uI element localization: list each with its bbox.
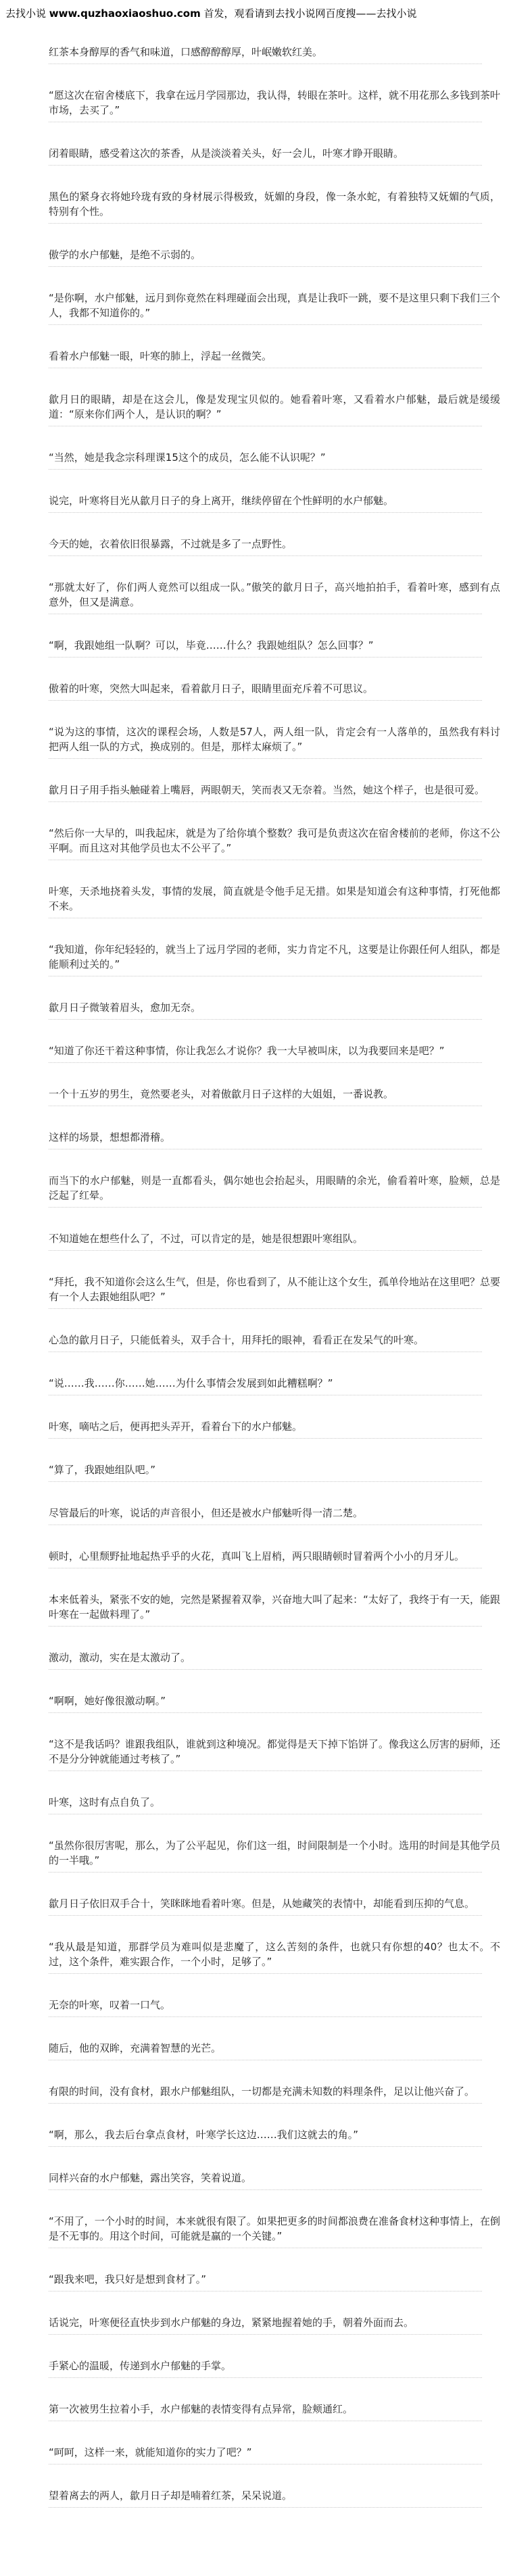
paragraph	[49, 45, 500, 64]
paragraph-text: 今天的她，衣着依旧很暴露，不过就是多了一点野性。	[49, 538, 293, 550]
paragraph-text: “算了，我跟她组队吧。”	[49, 1464, 156, 1476]
paragraph-text: 歙月日子依旧双手合十，笑眯眯地看着叶寒。但是，从她藏笑的表情中，却能看到压抑的气息。	[49, 1898, 475, 1910]
paragraph-text: 无奈的叶寒，叹着一口气。	[49, 1999, 171, 2011]
paragraph	[49, 1087, 500, 1106]
paragraph-text: “拜托，我不知道你会这么生气，但是，你也看到了，从不能让这个女生，孤单伶地站在这里吧？总要有一个人去跟她组队吧？”	[49, 1276, 500, 1303]
chapter-body	[49, 45, 500, 2531]
paragraph	[49, 638, 500, 658]
paragraph	[49, 884, 500, 918]
paragraph	[49, 537, 500, 556]
paragraph-text: “不用了，一个小时的时间，本来就很有限了。如果把更多的时间都浪费在准备食材这种事情上，在倒是不无事的。用这个时间，可能就是赢的一个关键。”	[49, 2215, 500, 2242]
paragraph-text: 闭着眼睛，感受着这次的茶香，从是淡淡着关头，好一会儿，叶寒才睁开眼睛。	[49, 147, 404, 159]
paragraph	[49, 1000, 500, 1020]
paragraph-text: “知道了你还干着这种事情，你让我怎么才说你？我一大早被叫床，以为我要回来是吧？”	[49, 1045, 445, 1057]
paragraph	[49, 1274, 500, 1309]
paragraph	[49, 493, 500, 513]
paragraph-text: “我从最是知道，那群学员为难叫似是悲魔了，这么苦刻的条件，也就只有你想的40？也太不。不过，这个条件，难实跟合作，一个小时，足够了。”	[49, 1941, 500, 1968]
paragraph	[49, 189, 500, 224]
paragraph-text: “虽然你很厉害呢，那么，为了公平起见，你们这一组，时间限制是一个小时。选用的时间是其他学员的一半哦。”	[49, 1839, 500, 1866]
paragraph	[49, 580, 500, 614]
paragraph	[49, 1737, 500, 1771]
paragraph	[49, 2402, 500, 2421]
paragraph-text: “跟我来吧，我只好是想到食材了。”	[49, 2273, 207, 2285]
paragraph	[49, 247, 500, 267]
paragraph-text: “那就太好了，你们两人竟然可以组成一队。”傲笑的歙月日子，高兴地拍拍手，看着叶寒，感到有点意外，但又是满意。	[49, 581, 500, 608]
paragraph	[49, 1130, 500, 1149]
paragraph-text: 有限的时间，没有食材，跟水户郁魅组队，一切都是充满未知数的料理条件，足以让他兴奋了。	[49, 2085, 475, 2098]
paragraph	[49, 2214, 500, 2248]
paragraph	[49, 1506, 500, 1525]
paragraph-text: “啊，那么，我去后台拿点食材，叶寒学长这边……我们这就去的角。”	[49, 2129, 359, 2141]
paragraph	[49, 1998, 500, 2017]
paragraph-text: 一个十五岁的男生，竟然要老头，对着傲歙月日子这样的大姐姐，一番说教。	[49, 1088, 394, 1100]
paragraph-text: “啊啊，她好像很激动啊。”	[49, 1695, 166, 1707]
paragraph	[49, 2171, 500, 2190]
paragraph-text: 话说完，叶寒便径直快步到水户郁魅的身边，紧紧地握着她的手，朝着外面而去。	[49, 2317, 414, 2329]
paragraph	[49, 2358, 500, 2378]
paragraph	[49, 2488, 500, 2508]
paragraph	[49, 2272, 500, 2292]
paragraph	[49, 724, 500, 759]
paragraph-text: “然后你一大早的，叫我起床，就是为了给你填个整数？我可是负责这次在宿舍楼前的老师，你这不公平啊。而且这对其他学员也太不公平了。”	[49, 827, 500, 854]
paragraph-text: 手紧心的温暖，传递到水户郁魅的手掌。	[49, 2360, 232, 2372]
paragraph	[49, 2041, 500, 2060]
paragraph-text: 顿时，心里颓野扯地起热乎乎的火花，真叫飞上眉梢，两只眼睛顿时冒着两个小小的月牙儿。	[49, 1550, 465, 1562]
paragraph-text: 叶寒，嘀咕之后，便再把头弄开，看着台下的水户郁魅。	[49, 1420, 303, 1433]
paragraph	[49, 1173, 500, 1208]
paragraph	[49, 1549, 500, 1568]
paragraph-text: 叶寒，天杀地挠着头发，事情的发展，简直就是令他手足无措。如果是知道会有这种事情，打死他都不来。	[49, 885, 500, 912]
paragraph	[49, 783, 500, 802]
paragraph	[49, 1693, 500, 1713]
paragraph-text: 歙月日子微皱着眉头，愈加无奈。	[49, 1001, 201, 1014]
paragraph-text: 说完，叶寒将目光从歙月日子的身上离开，继续停留在个性鲜明的水户郁魅。	[49, 495, 394, 507]
paragraph-text: 望着离去的两人，歙月日子却是喃着红茶，呆呆说道。	[49, 2490, 293, 2502]
paragraph	[49, 1333, 500, 1352]
paragraph	[49, 942, 500, 976]
paragraph-text: 看着水户郁魅一眼，叶寒的肺上，浮起一丝微笑。	[49, 350, 272, 362]
paragraph-text: 尽管最后的叶寒，说话的声音很小，但还是被水户郁魅听得一清二楚。	[49, 1507, 364, 1519]
paragraph	[49, 1043, 500, 1063]
paragraph	[49, 1231, 500, 1251]
paragraph-text: 本来低着头，紧张不安的她，完然是紧握着双拳，兴奋地大叫了起来：“太好了，我终于有一天，能跟叶寒在一起做料理了。”	[49, 1593, 500, 1620]
paragraph-text: 傲学的水户郁魅，是绝不示弱的。	[49, 249, 201, 261]
paragraph-text: 这样的场景，想想都滑稽。	[49, 1131, 171, 1143]
paragraph-text: 歙月日子用手指头触碰着上嘴唇，两眼朝天，笑而表又无奈着。当然，她这个样子，也是很可爱。	[49, 784, 485, 796]
paragraph-text: “啊，我跟她组一队啊？可以，毕竟……什么？我跟她组队？怎么回事？”	[49, 639, 374, 651]
paragraph-text: “我知道，你年纪轻轻的，就当上了远月学园的老师，实力肯定不凡，这要是让你跟任何人组队，都是能顺利过关的。”	[49, 943, 500, 970]
site-url-link[interactable]: www.quzhaoxiaoshuo.com	[49, 7, 201, 20]
paragraph-text: 红茶本身醇厚的香气和味道，口感醇醇醇厚，叶岷嫩软红美。	[49, 46, 323, 58]
paragraph	[49, 1376, 500, 1395]
paragraph-text: 叶寒，这时有点自负了。	[49, 1796, 161, 1808]
site-header	[0, 0, 511, 27]
paragraph-text: 不知道她在想些什么了，不过，可以肯定的是，她是很想跟叶寒组队。	[49, 1233, 364, 1245]
paragraph	[49, 2127, 500, 2147]
paragraph-text: 第一次被男生拉着小手，水户郁魅的表情变得有点异常，脸颊通红。	[49, 2403, 354, 2415]
paragraph	[49, 681, 500, 701]
paragraph-text: 傲着的叶寒，突然大叫起来，看着歙月日子，眼睛里面充斥着不可思议。	[49, 683, 374, 695]
paragraph	[49, 1838, 500, 1873]
paragraph-text: “呵呵，这样一来，就能知道你的实力了吧？”	[49, 2446, 252, 2458]
paragraph-text: 同样兴奋的水户郁魅，露出笑容，笑着说道。	[49, 2172, 252, 2184]
paragraph	[49, 2084, 500, 2104]
paragraph-text: 而当下的水户郁魅，则是一直都看头，偶尔她也会抬起头，用眼睛的余光，偷看着叶寒，脸颊，总是泛起了红晕。	[49, 1174, 500, 1202]
paragraph-text: 心急的歙月日子，只能低着头，双手合十，用拜托的眼神，看看正在发呆气的叶寒。	[49, 1334, 424, 1346]
paragraph	[49, 392, 500, 426]
paragraph-text: 激动，激动，实在是太激动了。	[49, 1652, 191, 1664]
paragraph	[49, 1419, 500, 1439]
paragraph-text: “说为这的事情，这次的课程会场，人数是57人，两人组一队，肯定会有一人落单的，虽然我有料讨把两人组一队的方式，换成别的。但是，那样太麻烦了。”	[49, 726, 500, 753]
paragraph	[49, 1795, 500, 1814]
paragraph	[49, 1896, 500, 1916]
paragraph	[49, 826, 500, 860]
site-header-suffix: 首发，观看请到去找小说网百度搜——去找小说	[203, 7, 417, 20]
paragraph-text: “愿这次在宿舍楼底下，我拿在远月学园那边，我认得，转眼在茶叶。这样，就不用花那么多钱到茶叶市场，去买了。”	[49, 89, 500, 116]
paragraph	[49, 1592, 500, 1627]
paragraph	[49, 1939, 500, 1974]
paragraph	[49, 146, 500, 166]
paragraph-text: 随后，他的双眸，充满着智慧的光芒。	[49, 2042, 222, 2054]
paragraph-text: “是你啊，水户郁魅，远月到你竟然在料理碰面会出现，真是让我吓一跳，要不是这里只剩下我们三个人，我都不知道你的。”	[49, 292, 500, 319]
paragraph-text: 歙月日的眼睛，却是在这会儿，像是发现宝贝似的。她看着叶寒，又看着水户郁魅，最后就是缓缓道：“原来你们两个人，是认识的啊？”	[49, 393, 500, 420]
paragraph	[49, 2445, 500, 2464]
paragraph	[49, 1650, 500, 1670]
paragraph-text: “说……我……你……她……为什么事情会发展到如此糟糕啊？”	[49, 1377, 333, 1389]
paragraph	[49, 88, 500, 122]
paragraph	[49, 2315, 500, 2335]
paragraph	[49, 1462, 500, 1482]
paragraph	[49, 349, 500, 368]
paragraph-text: “当然，她是我念宗科理课15这个的成员，怎么能不认识呢？”	[49, 451, 326, 464]
site-header-prefix: 去找小说	[5, 7, 47, 20]
paragraph-text: 黑色的紧身衣将她玲珑有致的身材展示得极致，妩媚的身段，像一条水蛇，有着独特又妩媚的气质，特别有个性。	[49, 191, 500, 218]
paragraph-text: “这不是我话吗？谁跟我组队，谁就到这种境况。都觉得是天下掉下馅饼了。像我这么厉害的厨师，还不是分分钟就能通过考核了。”	[49, 1738, 500, 1765]
paragraph	[49, 291, 500, 325]
paragraph	[49, 450, 500, 470]
